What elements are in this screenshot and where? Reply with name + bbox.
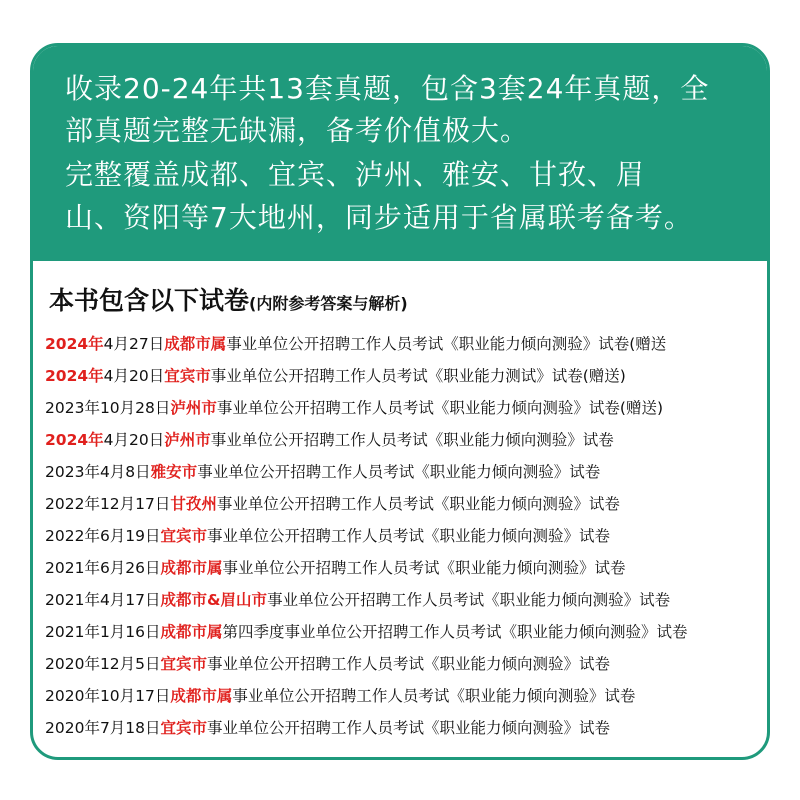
- paper-date: 2022年6月19日: [45, 527, 161, 545]
- list-item: [45, 457, 765, 489]
- paper-region: 泸州市: [170, 399, 217, 417]
- section-title-subtitle: (内附参考答案与解析): [249, 294, 408, 313]
- paper-region: 雅安市: [150, 463, 198, 481]
- summary-banner: [33, 46, 767, 261]
- list-item: [45, 617, 765, 649]
- list-item: [45, 489, 765, 521]
- paper-date: 2020年7月18日: [45, 719, 161, 737]
- paper-region: 成都市属: [170, 687, 233, 705]
- paper-description: 事业单位公开招聘工作人员考试《职业能力倾向测验》试卷: [222, 559, 626, 577]
- list-item: [45, 329, 765, 361]
- banner-line-4: 山、资阳等7大地州，同步适用于省属联考备考。: [65, 201, 693, 234]
- paper-region: 宜宾市: [164, 367, 211, 385]
- paper-date: 2023年10月28日: [45, 399, 171, 417]
- paper-description: 事业单位公开招聘工作人员考试《职业能力倾向测验》试卷(赠送: [226, 335, 667, 353]
- paper-year: 2024年: [45, 367, 104, 385]
- paper-description: 第四季度事业单位公开招聘工作人员考试《职业能力倾向测验》试卷: [222, 623, 688, 641]
- paper-description: 事业单位公开招聘工作人员考试《职业能力倾向测验》试卷: [216, 495, 620, 513]
- paper-description: 事业单位公开招聘工作人员考试《职业能力倾向测验》试卷: [197, 463, 601, 481]
- paper-region: 泸州市: [164, 431, 211, 449]
- paper-region: 成都市属: [164, 335, 227, 353]
- paper-description: 事业单位公开招聘工作人员考试《职业能力倾向测验》试卷: [207, 527, 611, 545]
- banner-line-1: 收录20-24年共13套真题，包含3套24年真题，全: [65, 72, 710, 105]
- list-item: [45, 649, 765, 681]
- banner-line-3: 完整覆盖成都、宜宾、泸州、雅安、甘孜、眉: [65, 158, 646, 191]
- list-item: [45, 425, 765, 457]
- paper-date: 2020年10月17日: [45, 687, 171, 705]
- list-item: [45, 713, 765, 745]
- paper-description: 事业单位公开招聘工作人员考试《职业能力倾向测验》试卷: [207, 655, 611, 673]
- paper-date: 2021年6月26日: [45, 559, 161, 577]
- paper-list: [45, 329, 765, 745]
- paper-region: 宜宾市: [160, 719, 208, 737]
- paper-region: 甘孜州: [170, 495, 217, 513]
- section-title: [49, 281, 408, 317]
- paper-year: 2024年: [45, 431, 104, 449]
- paper-description: 事业单位公开招聘工作人员考试《职业能力测试》试卷(赠送): [210, 367, 626, 385]
- product-info-card: [30, 43, 770, 760]
- paper-date: 2021年4月17日: [45, 591, 161, 609]
- paper-description: 事业单位公开招聘工作人员考试《职业能力倾向测验》试卷: [232, 687, 636, 705]
- paper-date: 4月20日: [103, 431, 165, 449]
- list-item: [45, 521, 765, 553]
- paper-date: 2023年4月8日: [45, 463, 151, 481]
- paper-region: 宜宾市: [160, 655, 208, 673]
- paper-region: 成都市&眉山市: [160, 591, 268, 609]
- paper-region: 成都市属: [160, 623, 223, 641]
- banner-line-2: 部真题完整无缺漏，备考价值极大。: [65, 114, 530, 147]
- section-title-main: 本书包含以下试卷: [49, 286, 250, 315]
- paper-description: 事业单位公开招聘工作人员考试《职业能力倾向测验》试卷(赠送): [216, 399, 664, 417]
- paper-description: 事业单位公开招聘工作人员考试《职业能力倾向测验》试卷: [210, 431, 614, 449]
- paper-date: 4月27日: [103, 335, 165, 353]
- paper-date: 2021年1月16日: [45, 623, 161, 641]
- list-item: [45, 553, 765, 585]
- paper-date: 2022年12月17日: [45, 495, 171, 513]
- paper-region: 成都市属: [160, 559, 223, 577]
- paper-description: 事业单位公开招聘工作人员考试《职业能力倾向测验》试卷: [267, 591, 671, 609]
- paper-year: 2024年: [45, 335, 104, 353]
- paper-date: 4月20日: [103, 367, 165, 385]
- list-item: [45, 393, 765, 425]
- list-item: [45, 361, 765, 393]
- paper-description: 事业单位公开招聘工作人员考试《职业能力倾向测验》试卷: [207, 719, 611, 737]
- list-item: [45, 585, 765, 617]
- list-item: [45, 681, 765, 713]
- paper-region: 宜宾市: [160, 527, 208, 545]
- paper-date: 2020年12月5日: [45, 655, 161, 673]
